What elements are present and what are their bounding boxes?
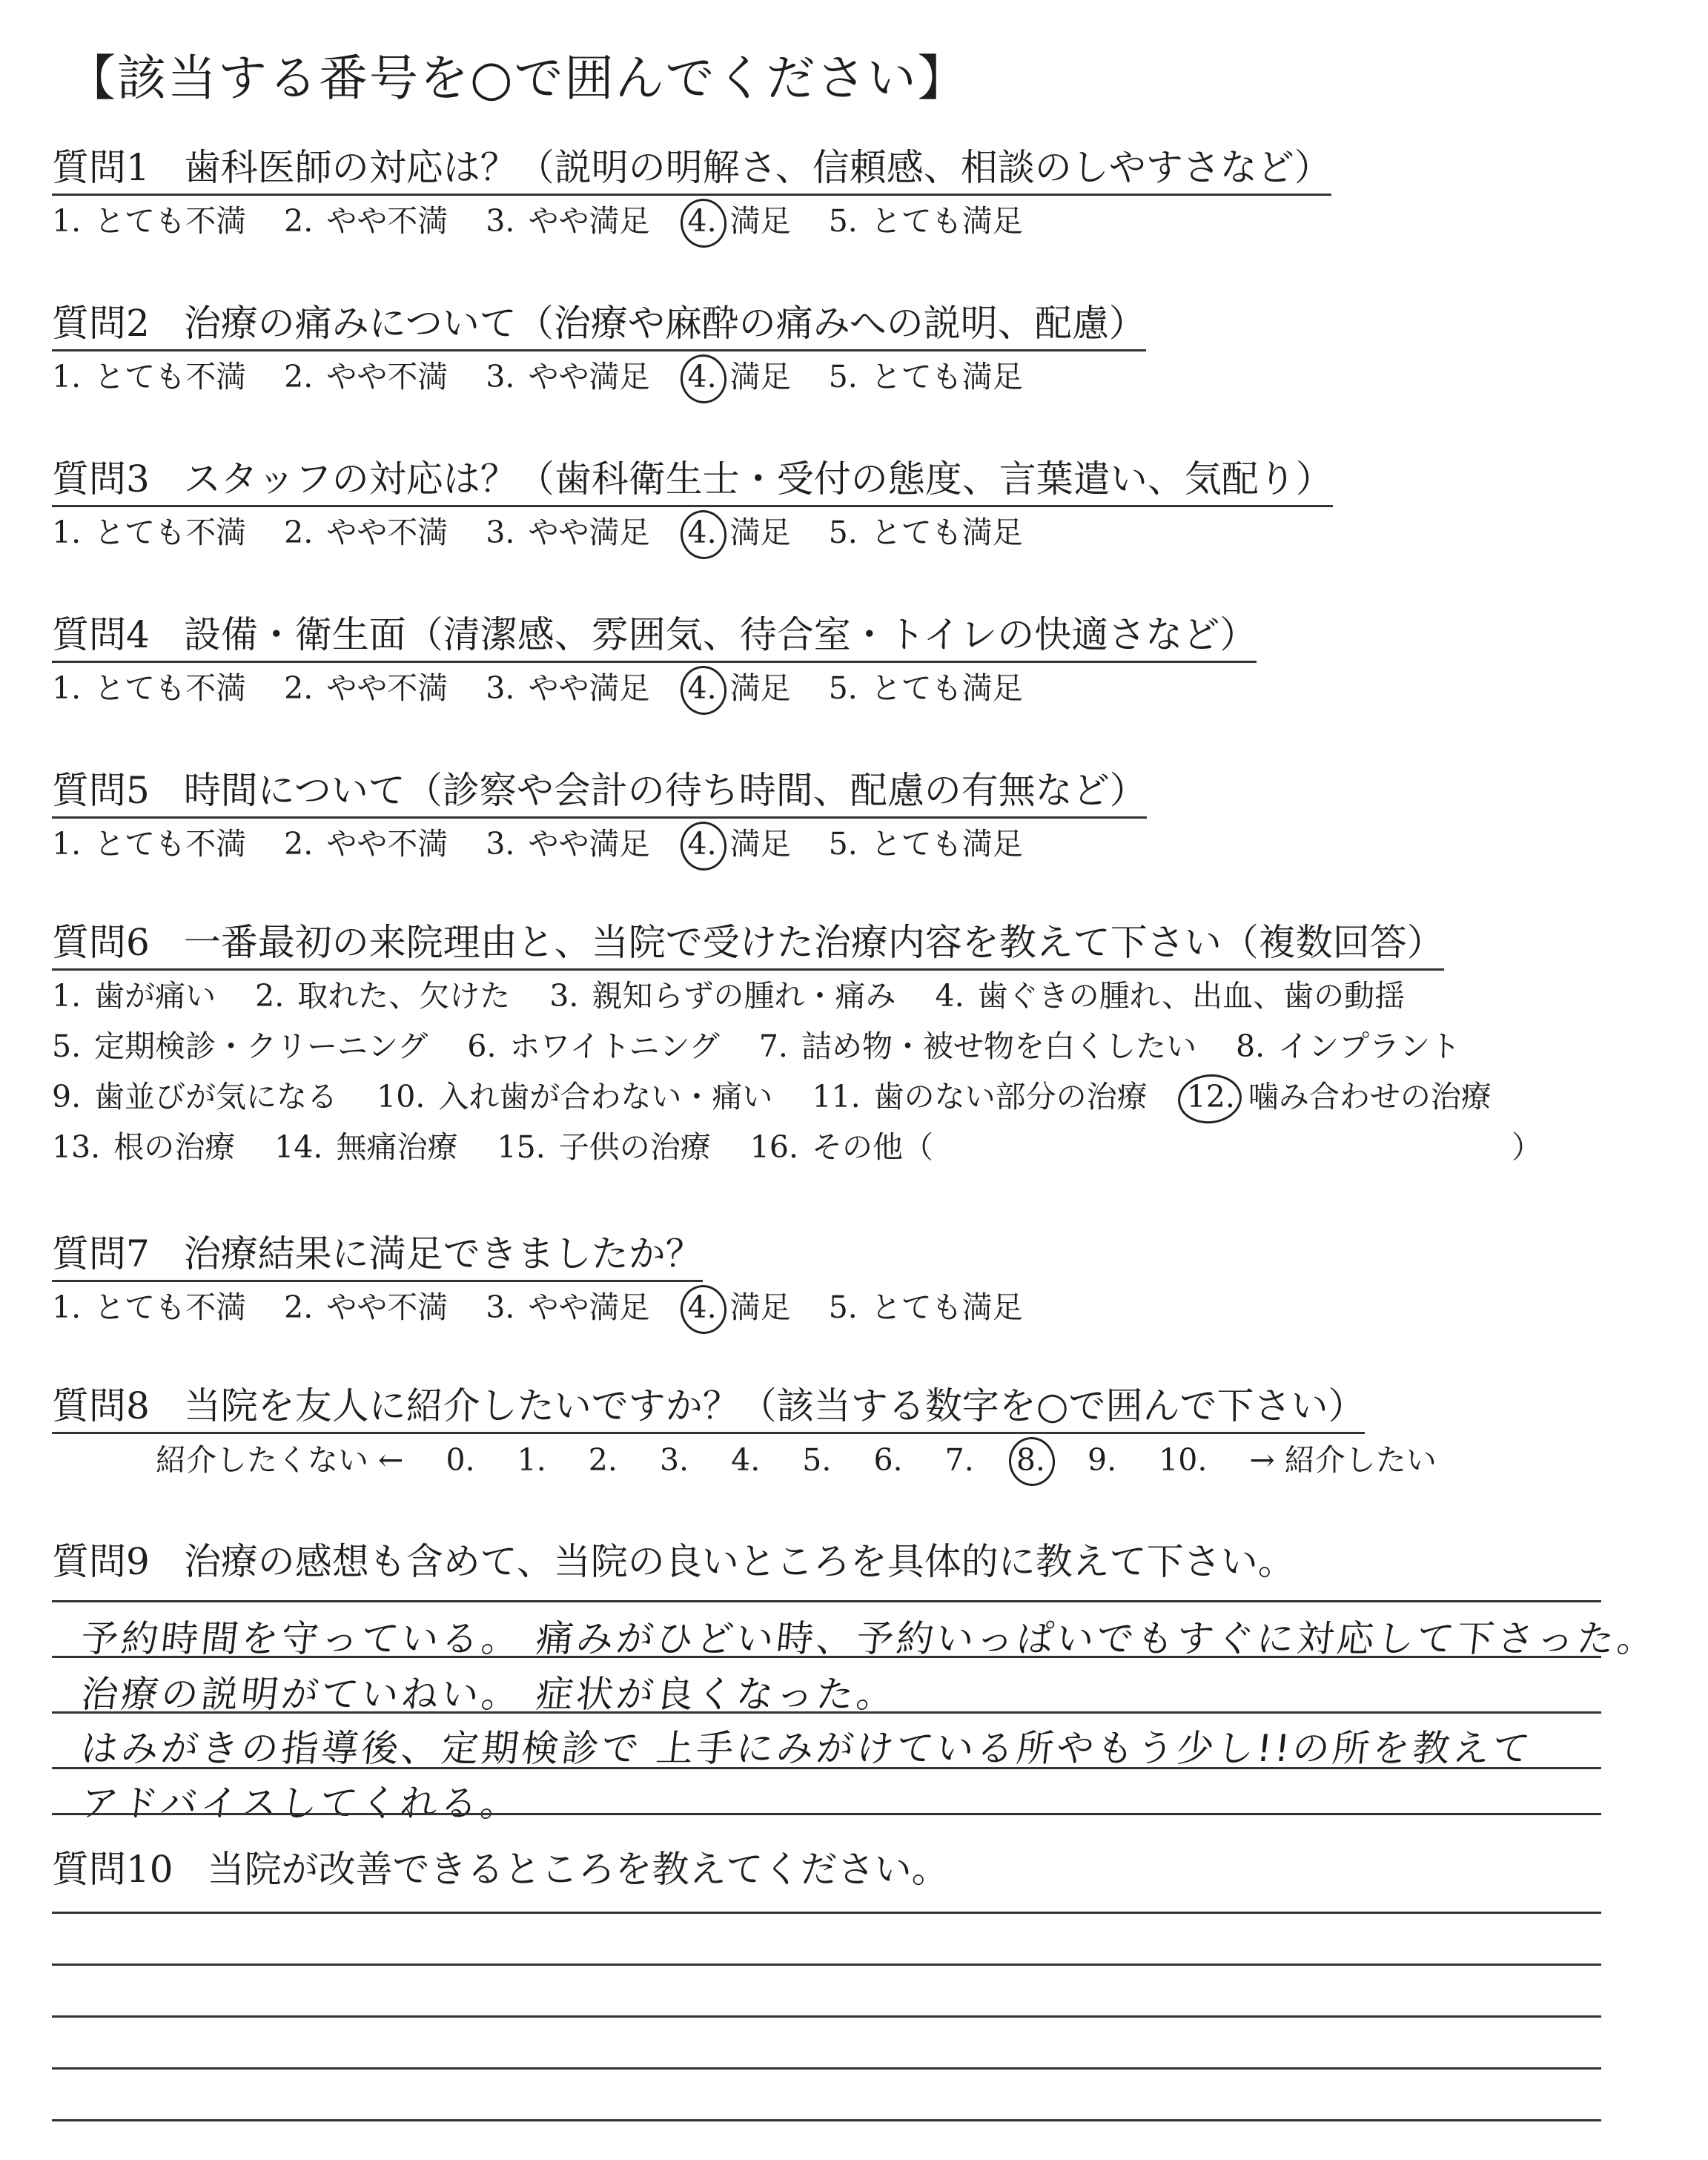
option-3[interactable]: 3. やや満足 xyxy=(486,1289,650,1325)
question-7-heading xyxy=(52,1231,703,1282)
recommend-scale xyxy=(156,1434,1469,1486)
question-1 xyxy=(52,145,1331,246)
option-4-selected[interactable]: 4. 満足 xyxy=(688,1282,791,1332)
option-5[interactable]: 5. とても満足 xyxy=(828,1289,1023,1325)
reason-option[interactable]: 5. 定期検診・クリーニング xyxy=(52,1028,428,1064)
option-2[interactable]: 2. やや不満 xyxy=(284,1289,448,1325)
option-5[interactable]: 5. とても満足 xyxy=(828,515,1023,550)
question-text: 設備・衛生面（清潔感、雰囲気、待合室・トイレの快適さなど） xyxy=(183,613,1257,656)
answer-line xyxy=(52,1656,1601,1658)
question-10 xyxy=(52,1846,949,1895)
scale-option[interactable]: 4. xyxy=(731,1442,761,1478)
reason-options-row-4 xyxy=(52,1122,1572,1172)
scale-option[interactable]: 9. xyxy=(1087,1442,1117,1478)
option-3[interactable]: 3. やや満足 xyxy=(486,826,650,862)
option-1[interactable]: 1. とても不満 xyxy=(52,670,247,706)
question-number: 質問8 xyxy=(52,1384,150,1427)
scale-option[interactable]: 0. xyxy=(446,1442,475,1478)
question-text: 歯科医師の対応は？（説明の明解さ、信頼感、相談のしやすさなど） xyxy=(183,146,1331,189)
option-2[interactable]: 2. やや不満 xyxy=(284,670,448,706)
question-9 xyxy=(52,1539,1295,1588)
scale-option[interactable]: 5. xyxy=(802,1442,832,1478)
option-1[interactable]: 1. とても不満 xyxy=(52,359,247,394)
question-text: 当院が改善できるところを教えてください。 xyxy=(207,1848,949,1891)
reason-option[interactable]: 1. 歯が痛い xyxy=(52,978,216,1014)
scale-option[interactable]: 7. xyxy=(944,1442,974,1478)
handwritten-answer-line-1: 予約時間を守っている。 痛みがひどい時、予約いっぱいでもすぐに対応して下さった。 xyxy=(79,1617,1660,1660)
answer-line xyxy=(52,1600,1601,1602)
reason-option[interactable]: 6. ホワイトニング xyxy=(467,1028,720,1064)
question-text: 治療の感想も含めて、当院の良いところを具体的に教えて下さい。 xyxy=(183,1540,1295,1583)
option-3[interactable]: 3. やや満足 xyxy=(486,670,650,706)
question-text: 治療結果に満足できましたか？ xyxy=(183,1232,703,1275)
reason-option[interactable]: 9. 歯並びが気になる xyxy=(52,1079,338,1114)
reason-options-row-3 xyxy=(52,1071,1572,1122)
scale-option[interactable]: 6. xyxy=(873,1442,903,1478)
answer-line[interactable] xyxy=(52,2119,1601,2121)
question-6 xyxy=(52,919,1572,1172)
question-number: 質問5 xyxy=(52,769,150,812)
scale-option[interactable]: 10. xyxy=(1159,1442,1208,1478)
question-number: 質問6 xyxy=(52,921,150,964)
satisfaction-options xyxy=(52,663,1257,713)
question-6-heading xyxy=(52,919,1444,971)
question-number: 質問2 xyxy=(52,302,150,345)
option-1[interactable]: 1. とても不満 xyxy=(52,826,247,862)
option-1[interactable]: 1. とても不満 xyxy=(52,515,247,550)
question-5 xyxy=(52,767,1147,869)
reason-option[interactable]: 7. 詰め物・被せ物を白くしたい xyxy=(758,1028,1196,1064)
question-number: 質問4 xyxy=(52,613,150,656)
option-4-selected[interactable]: 4. 満足 xyxy=(688,351,791,402)
reason-option[interactable]: 2. 取れた、欠けた xyxy=(255,978,511,1014)
answer-line[interactable] xyxy=(52,2067,1601,2070)
reason-option-other[interactable]: 16. その他（ ） xyxy=(749,1129,1543,1165)
option-4-selected[interactable]: 4. 満足 xyxy=(688,819,791,869)
reason-option[interactable]: 10. 入れ歯が合わない・痛い xyxy=(377,1079,773,1114)
question-4-heading xyxy=(52,612,1257,663)
question-text: スタッフの対応は？（歯科衛生士・受付の態度、言葉遣い、気配り） xyxy=(183,458,1333,501)
reason-options-row-1 xyxy=(52,971,1572,1021)
reason-option[interactable]: 3. 親知らずの腫れ・痛み xyxy=(549,978,896,1014)
option-5[interactable]: 5. とても満足 xyxy=(828,359,1023,394)
option-1[interactable]: 1. とても不満 xyxy=(52,203,247,239)
scale-option-selected[interactable]: 8. xyxy=(1016,1434,1045,1486)
satisfaction-options xyxy=(52,819,1147,869)
question-number: 質問7 xyxy=(52,1232,150,1275)
answer-line xyxy=(52,1711,1601,1714)
question-text: 当院を友人に紹介したいですか？（該当する数字を○で囲んで下さい） xyxy=(183,1384,1366,1427)
question-2-heading xyxy=(52,300,1146,351)
answer-line xyxy=(52,1813,1601,1815)
satisfaction-options xyxy=(52,507,1333,558)
question-4 xyxy=(52,612,1257,713)
question-9-heading xyxy=(52,1539,1295,1588)
option-4-selected[interactable]: 4. 満足 xyxy=(688,663,791,713)
satisfaction-options xyxy=(52,1282,1051,1332)
option-2[interactable]: 2. やや不満 xyxy=(284,359,448,394)
question-number: 質問9 xyxy=(52,1540,150,1583)
question-5-heading xyxy=(52,767,1147,819)
handwritten-answer-line-3: はみがきの指導後、定期検診で 上手にみがけている所やもう少し!!の所を教えて xyxy=(79,1727,1535,1770)
question-text: 一番最初の来院理由と、当院で受けた治療内容を教えて下さい（複数回答） xyxy=(183,921,1444,964)
reason-option[interactable]: 11. 歯のない部分の治療 xyxy=(812,1079,1148,1114)
scale-left-label: 紹介したくない ← xyxy=(156,1442,404,1478)
question-number: 質問3 xyxy=(52,458,150,501)
scale-right-label: → 紹介したい xyxy=(1249,1442,1437,1478)
question-text: 治療の痛みについて（治療や麻酔の痛みへの説明、配慮） xyxy=(183,302,1146,345)
question-2 xyxy=(52,300,1146,402)
question-8-heading xyxy=(52,1383,1365,1434)
option-5[interactable]: 5. とても満足 xyxy=(828,203,1023,239)
answer-line xyxy=(52,1767,1601,1769)
option-4-selected[interactable]: 4. 満足 xyxy=(688,507,791,558)
option-4-selected[interactable]: 4. 満足 xyxy=(688,196,791,246)
question-number: 質問1 xyxy=(52,146,150,189)
option-3[interactable]: 3. やや満足 xyxy=(486,515,650,550)
question-1-heading xyxy=(52,145,1331,196)
satisfaction-options xyxy=(52,351,1146,402)
question-10-heading xyxy=(52,1846,949,1895)
handwritten-answer-line-2: 治療の説明がていねい。 症状が良くなった。 xyxy=(79,1673,899,1716)
scale-option[interactable]: 1. xyxy=(517,1442,546,1478)
reason-option-selected[interactable]: 12. 噛み合わせの治療 xyxy=(1187,1071,1492,1122)
question-3-heading xyxy=(52,456,1333,507)
answer-line[interactable] xyxy=(52,1912,1601,1914)
question-text: 時間について（診察や会計の待ち時間、配慮の有無など） xyxy=(183,769,1147,812)
handwritten-answer-line-4: アドバイスしてくれる。 xyxy=(79,1782,523,1825)
scale-option[interactable]: 2. xyxy=(588,1442,618,1478)
question-8 xyxy=(52,1383,1469,1486)
reason-option[interactable]: 15. 子供の治療 xyxy=(497,1129,711,1165)
answer-line[interactable] xyxy=(52,1964,1601,1966)
scale-option[interactable]: 3. xyxy=(659,1442,689,1478)
option-2[interactable]: 2. やや不満 xyxy=(284,515,448,550)
answer-line[interactable] xyxy=(52,2015,1601,2018)
question-3 xyxy=(52,456,1333,558)
reason-option[interactable]: 4. 歯ぐきの腫れ、出血、歯の動揺 xyxy=(935,978,1406,1014)
reason-option[interactable]: 8. インプラント xyxy=(1236,1028,1461,1064)
satisfaction-options xyxy=(52,196,1331,246)
page-title: 【該当する番号を○で囲んでください】 xyxy=(67,50,968,107)
question-number: 質問10 xyxy=(52,1848,173,1891)
option-5[interactable]: 5. とても満足 xyxy=(828,670,1023,706)
option-2[interactable]: 2. やや不満 xyxy=(284,826,448,862)
reason-options-row-2 xyxy=(52,1021,1572,1071)
reason-option[interactable]: 13. 根の治療 xyxy=(52,1129,236,1165)
other-close-paren: ） xyxy=(1512,1129,1543,1165)
question-7 xyxy=(52,1231,1051,1332)
option-5[interactable]: 5. とても満足 xyxy=(828,826,1023,862)
option-1[interactable]: 1. とても不満 xyxy=(52,1289,247,1325)
option-2[interactable]: 2. やや不満 xyxy=(284,203,448,239)
reason-option[interactable]: 14. 無痛治療 xyxy=(274,1129,458,1165)
option-3[interactable]: 3. やや満足 xyxy=(486,203,650,239)
option-3[interactable]: 3. やや満足 xyxy=(486,359,650,394)
